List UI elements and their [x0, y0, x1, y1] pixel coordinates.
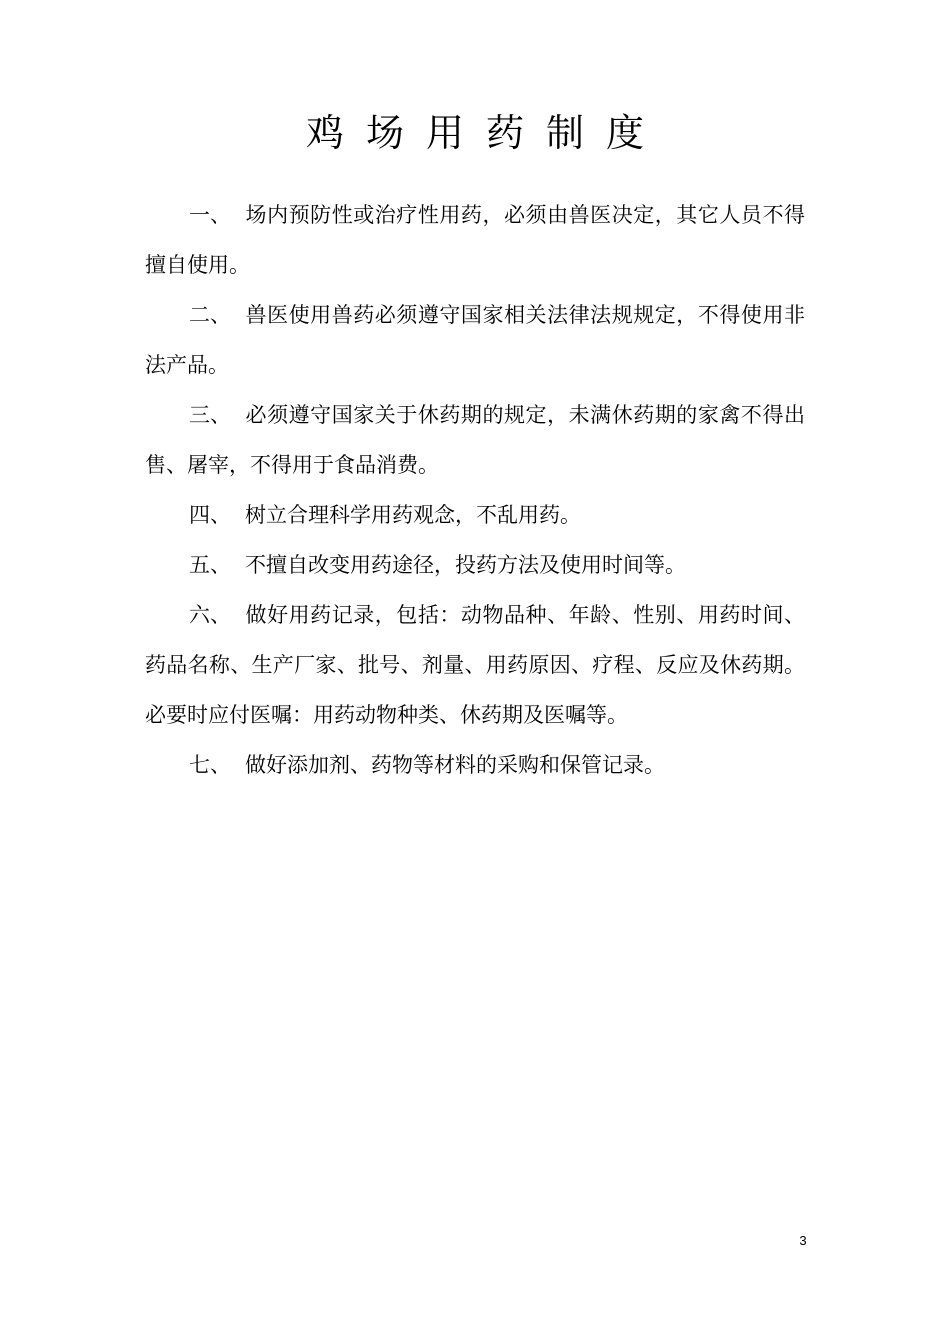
clause-1 — [145, 190, 805, 290]
clause-7 — [145, 740, 805, 790]
clause-text: 树立合理科学用药观念，不乱用药。 — [245, 503, 581, 527]
clause-5 — [145, 540, 805, 590]
clause-number: 二、 — [189, 303, 231, 327]
clause-number: 七、 — [189, 753, 231, 777]
clause-6 — [145, 590, 805, 740]
clause-text: 兽医使用兽药必须遵守国家相关法律法规规定，不得使用非法产品。 — [145, 303, 805, 377]
clause-text: 做好添加剂、药物等材料的采购和保管记录。 — [245, 753, 665, 777]
page-number: 3 — [799, 1233, 807, 1248]
clause-text: 场内预防性或治疗性用药，必须由兽医决定，其它人员不得擅自使用。 — [145, 203, 805, 277]
document-title: 鸡场用药制度 — [305, 111, 666, 155]
document-body — [145, 190, 805, 790]
clause-number: 一、 — [189, 203, 231, 227]
clause-text: 不擅自改变用药途径，投药方法及使用时间等。 — [245, 553, 686, 577]
clause-2 — [145, 290, 805, 390]
clause-3 — [145, 390, 805, 490]
clause-4 — [145, 490, 805, 540]
clause-text: 必须遵守国家关于休药期的规定，未满休药期的家禽不得出售、屠宰，不得用于食品消费。 — [145, 403, 805, 477]
clause-text: 做好用药记录，包括：动物品种、年龄、性别、用药时间、药品名称、生产厂家、批号、剂量、用药原因、疗程、反应及休药期。必要时应付医嘱：用药动物种类、休药期及医嘱等。 — [145, 603, 805, 727]
clause-number: 四、 — [189, 503, 231, 527]
clause-number: 三、 — [189, 403, 231, 427]
clause-number: 五、 — [189, 553, 231, 577]
clause-number: 六、 — [189, 603, 231, 627]
